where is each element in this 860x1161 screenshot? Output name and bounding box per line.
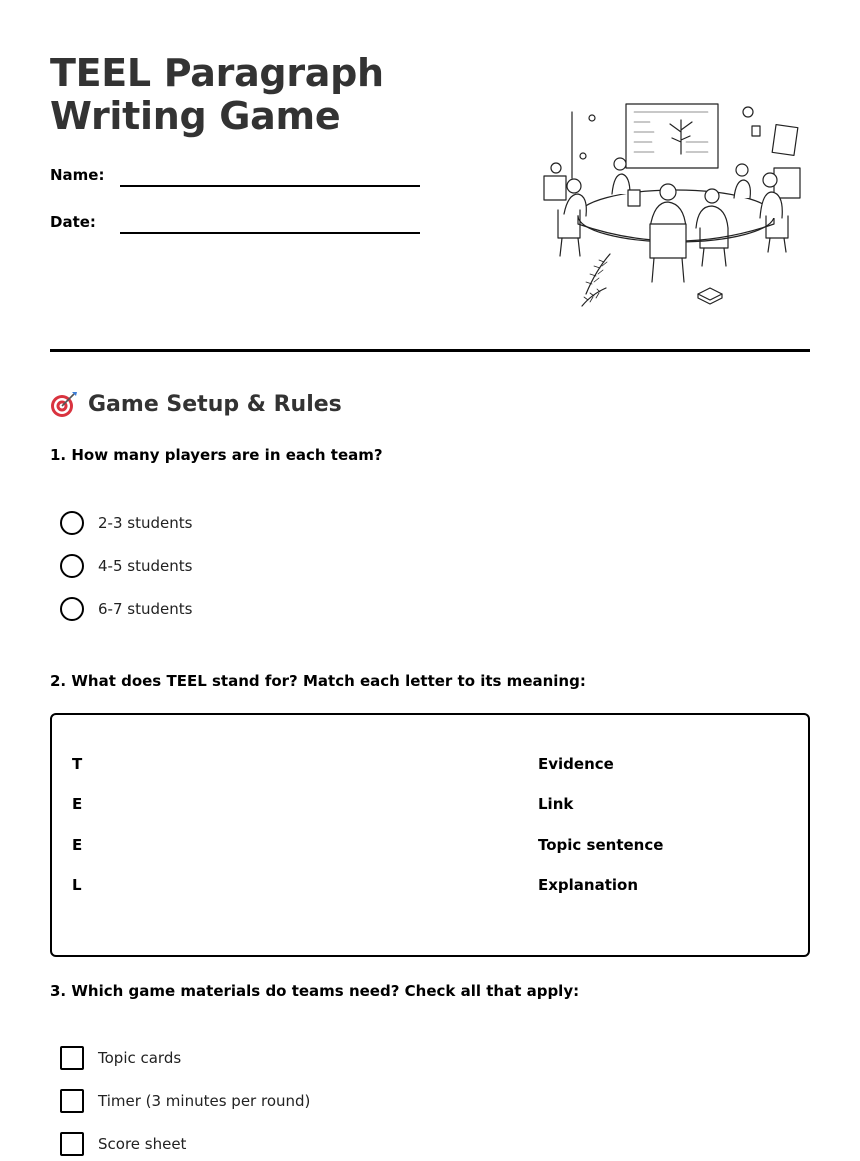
matching-box bbox=[50, 713, 810, 957]
option-label: Topic cards bbox=[98, 1049, 182, 1067]
q1-option-1[interactable] bbox=[60, 510, 192, 536]
option-label: 4-5 students bbox=[98, 557, 193, 575]
worksheet-title: TEEL Paragraph Writing Game bbox=[50, 51, 384, 138]
q3-option-2[interactable] bbox=[60, 1088, 310, 1114]
match-meaning[interactable]: Evidence bbox=[538, 755, 614, 773]
name-field bbox=[50, 166, 430, 196]
radio-button[interactable] bbox=[60, 597, 84, 621]
question-2: 2. What does TEEL stand for? Match each letter to its meaning: bbox=[50, 672, 586, 690]
radio-button[interactable] bbox=[60, 554, 84, 578]
match-meaning[interactable]: Link bbox=[538, 795, 574, 813]
checkbox[interactable] bbox=[60, 1046, 84, 1070]
radio-button[interactable] bbox=[60, 511, 84, 535]
q3-option-3[interactable] bbox=[60, 1131, 186, 1157]
checkbox[interactable] bbox=[60, 1132, 84, 1156]
name-label: Name: bbox=[50, 166, 105, 184]
classroom-illustration bbox=[538, 98, 808, 312]
option-label: Timer (3 minutes per round) bbox=[98, 1092, 311, 1110]
name-input-line[interactable] bbox=[120, 185, 420, 187]
target-dart-icon bbox=[50, 390, 78, 418]
date-input-line[interactable] bbox=[120, 232, 420, 234]
q1-option-3[interactable] bbox=[60, 596, 192, 622]
match-letter[interactable]: E bbox=[72, 795, 83, 813]
match-meaning[interactable]: Explanation bbox=[538, 876, 639, 894]
question-1: 1. How many players are in each team? bbox=[50, 446, 383, 464]
section-title: Game Setup & Rules bbox=[88, 391, 342, 417]
option-label: 2-3 students bbox=[98, 514, 193, 532]
checkbox[interactable] bbox=[60, 1089, 84, 1113]
section-divider bbox=[50, 349, 810, 352]
match-meaning[interactable]: Topic sentence bbox=[538, 836, 664, 854]
q3-option-1[interactable] bbox=[60, 1045, 181, 1071]
match-letter[interactable]: E bbox=[72, 836, 83, 854]
section-header bbox=[50, 388, 342, 420]
match-letter[interactable]: T bbox=[72, 755, 83, 773]
q1-option-2[interactable] bbox=[60, 553, 192, 579]
whiteboard bbox=[626, 104, 718, 168]
option-label: Score sheet bbox=[98, 1135, 187, 1153]
date-field bbox=[50, 213, 430, 243]
date-label: Date: bbox=[50, 213, 96, 231]
match-letter[interactable]: L bbox=[72, 876, 82, 894]
question-3: 3. Which game materials do teams need? Check all that apply: bbox=[50, 982, 580, 1000]
option-label: 6-7 students bbox=[98, 600, 193, 618]
